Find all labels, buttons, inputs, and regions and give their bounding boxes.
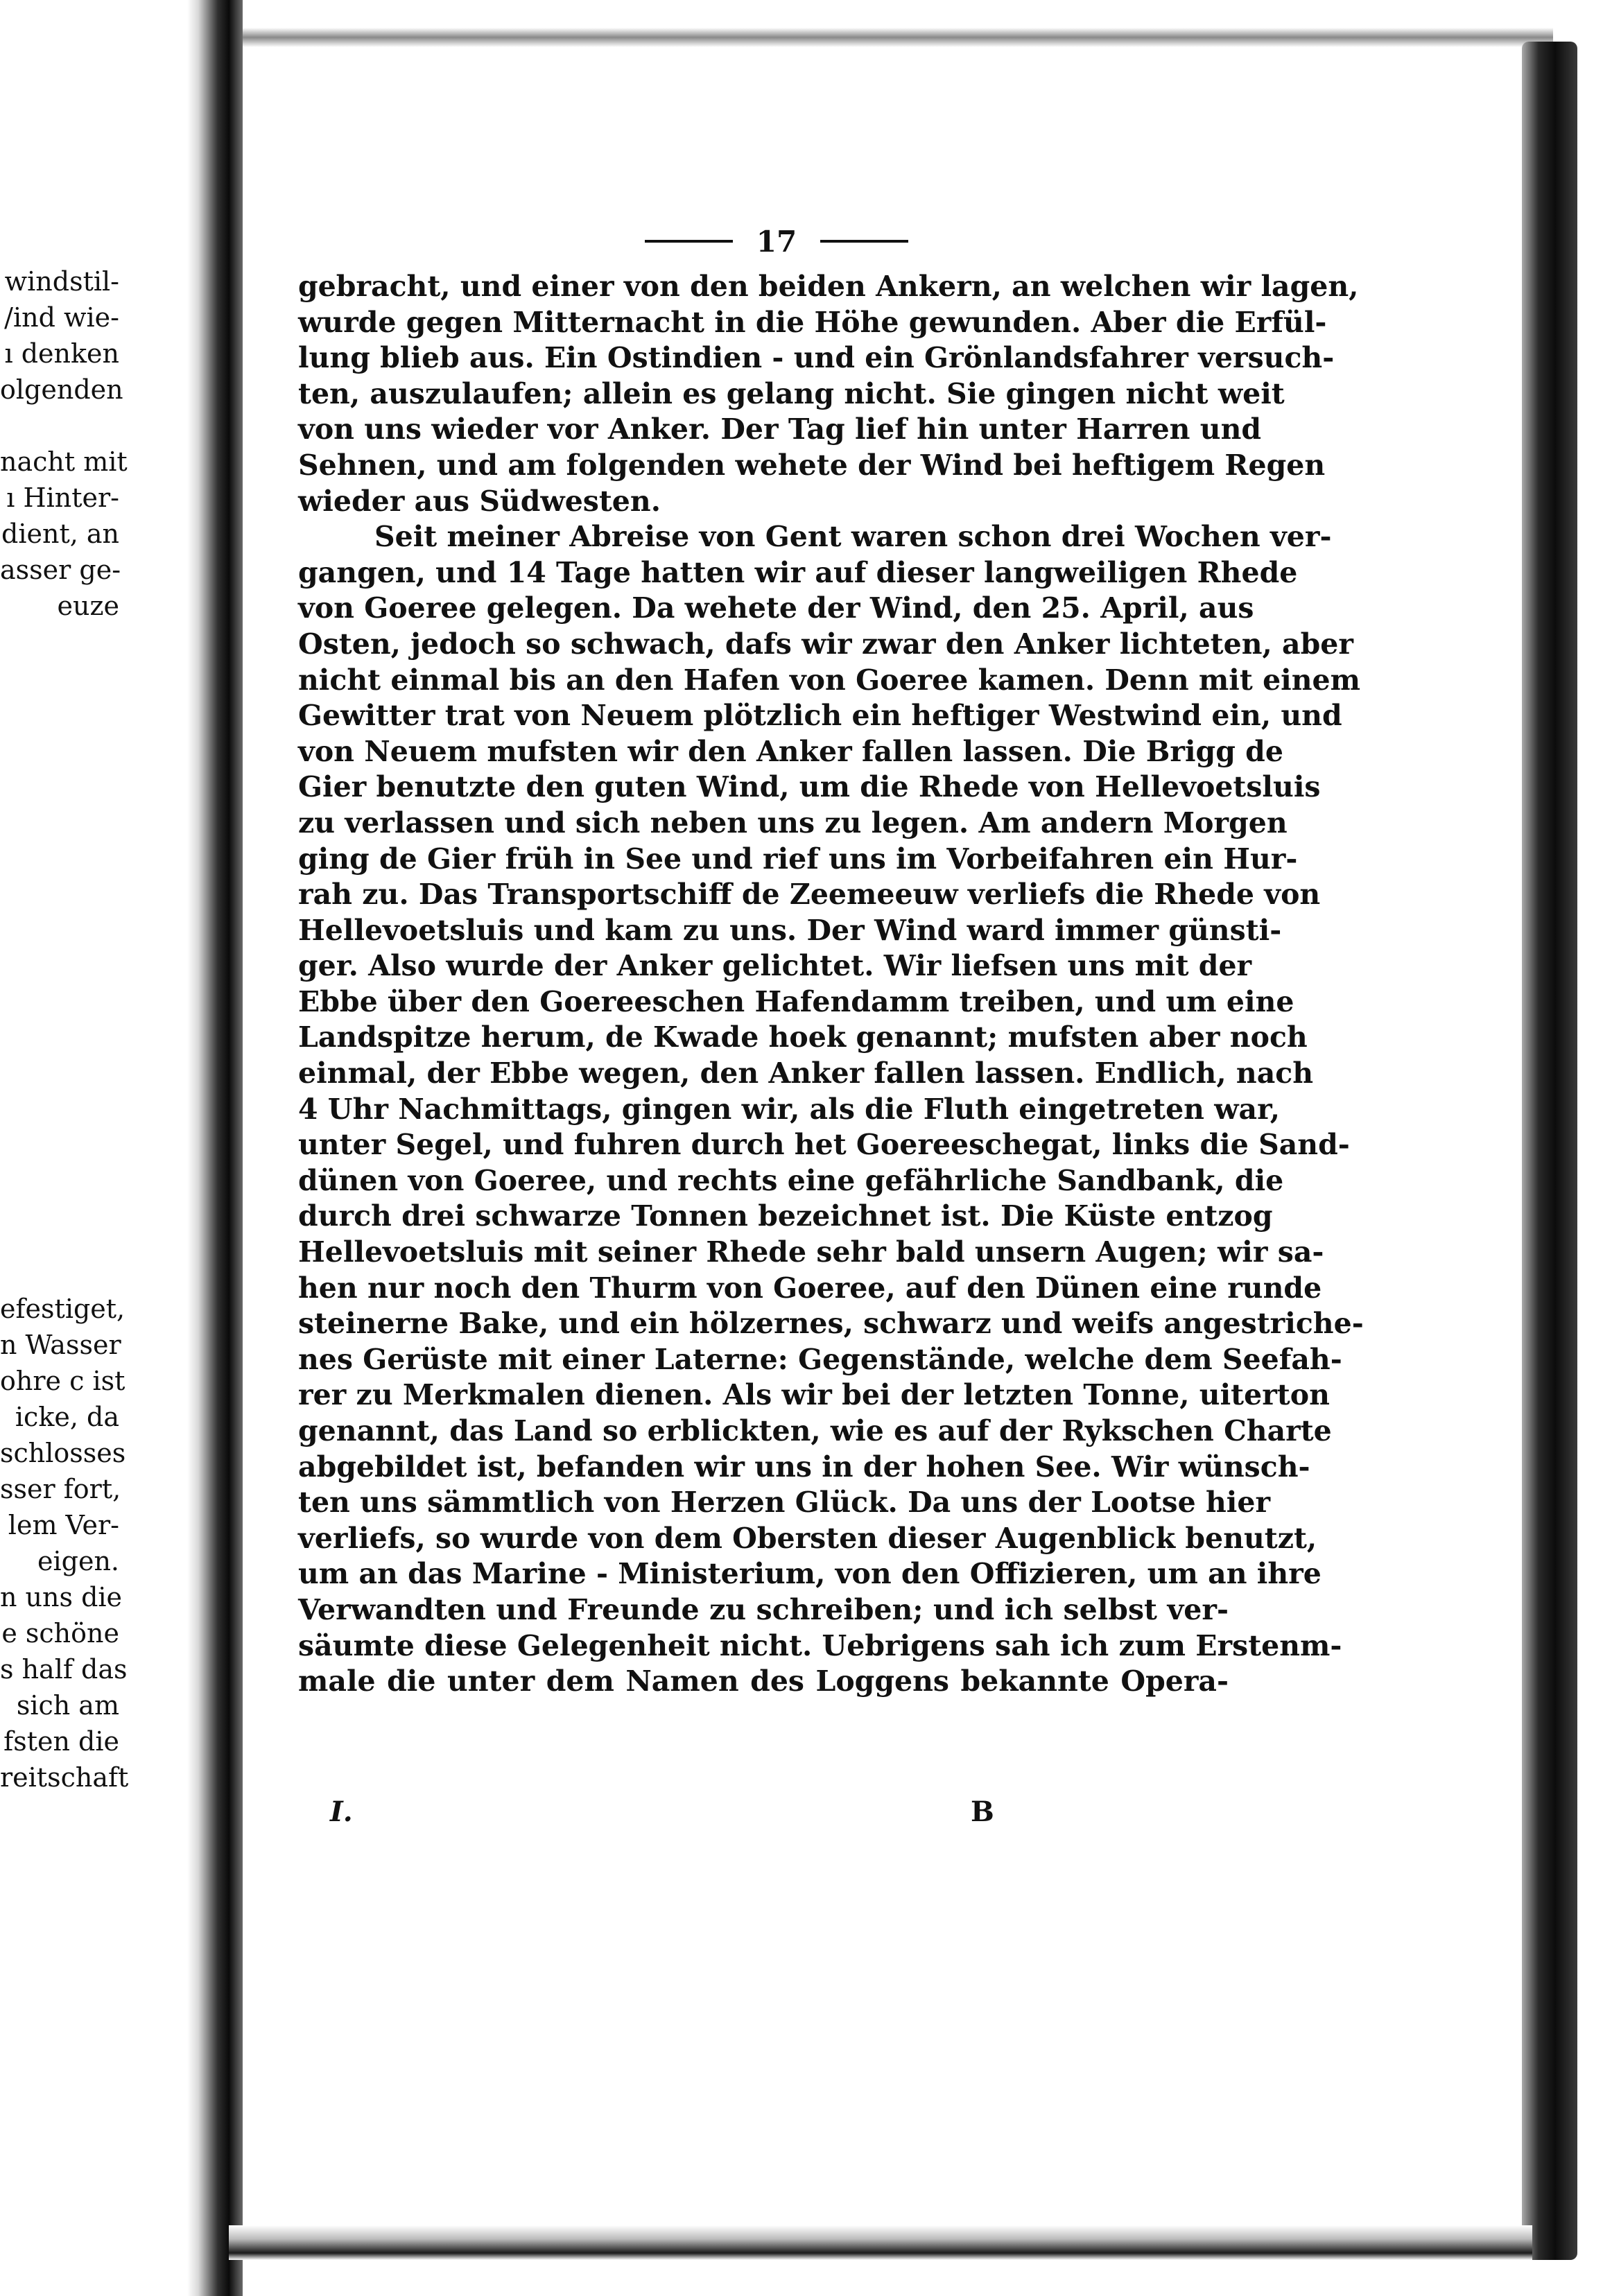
- left-line: sich am: [16, 1690, 119, 1721]
- gathering-mark: B: [971, 1795, 994, 1828]
- text-line: lung blieb aus. Ein Ostindien - und ein Grönlandsfahrer versuch-: [298, 341, 1335, 375]
- text-line: Hellevoetsluis mit seiner Rhede sehr bald unsern Augen; wir sa-: [298, 1235, 1324, 1269]
- text-line: rah zu. Das Transportschiff de Zeemeeuw verliefs die Rhede von: [298, 878, 1321, 912]
- text-line: säumte diese Gelegenheit nicht. Uebrigens sah ich zum Erstenm-: [298, 1628, 1342, 1662]
- text-line: Sehnen, und am folgenden wehete der Wind bei heftigem Regen: [298, 448, 1326, 482]
- text-line: ten uns sämmtlich von Herzen Glück. Da uns der Lootse hier: [298, 1486, 1271, 1520]
- left-line: schlosses: [0, 1438, 126, 1468]
- text-line: wurde gegen Mitternacht in die Höhe gewunden. Aber die Erfül-: [298, 305, 1327, 339]
- left-line: dient, an: [1, 519, 119, 549]
- text-line: durch drei schwarze Tonnen bezeichnet ist. Die Küste entzog: [298, 1199, 1273, 1233]
- left-line: e schöne: [1, 1618, 119, 1649]
- text-line: Hellevoetsluis und kam zu uns. Der Wind ward immer günsti-: [298, 913, 1282, 947]
- text-line: Gewitter trat von Neuem plötzlich ein heftiger Westwind ein, und: [298, 699, 1342, 733]
- text-line: einmal, der Ebbe wegen, den Anker fallen lassen. Endlich, nach: [298, 1056, 1314, 1090]
- left-line: fsten die: [3, 1726, 119, 1757]
- left-page-fragment: [0, 263, 128, 624]
- text-line: Gier benutzte den guten Wind, um die Rhede von Hellevoetsluis: [298, 770, 1321, 804]
- text-line: wieder aus Südwesten.: [298, 484, 661, 518]
- text-line: von Goeree gelegen. Da wehete der Wind, den 25. April, aus: [298, 591, 1254, 625]
- text-line: genannt, das Land so erblickten, wie es auf der Rykschen Charte: [298, 1414, 1332, 1447]
- left-line: euze: [57, 591, 119, 621]
- page-header: [645, 220, 908, 262]
- page-bottom-edge: [229, 2225, 1532, 2260]
- text-line: rer zu Merkmalen dienen. Als wir bei der letzten Tonne, uiterton: [298, 1378, 1330, 1412]
- header-rule-left: [645, 240, 733, 243]
- text-line: ger. Also wurde der Anker gelichtet. Wir liefsen uns mit der: [298, 949, 1252, 983]
- book-gutter: [187, 0, 243, 2296]
- left-line: eigen.: [37, 1546, 119, 1576]
- text-line: 4 Uhr Nachmittags, gingen wir, als die Fluth eingetreten war,: [298, 1092, 1281, 1126]
- text-line: nes Gerüste mit einer Laterne: Gegenstände, welche dem Seefah-: [298, 1342, 1342, 1376]
- left-line: nacht mit: [0, 446, 128, 477]
- left-line: /ind wie-: [4, 302, 119, 333]
- left-line: reitschaft: [0, 1762, 129, 1793]
- text-line: nicht einmal bis an den Hafen von Goeree kamen. Denn mit einem: [298, 663, 1361, 697]
- left-line: sser fort,: [0, 1474, 121, 1504]
- text-line: abgebildet ist, befanden wir uns in der hohen See. Wir wünsch-: [298, 1450, 1310, 1484]
- left-page-fragment-lower: [0, 1291, 129, 1795]
- body-text: [298, 269, 1364, 1700]
- left-line: n uns die: [0, 1582, 123, 1612]
- left-line: windstil-: [4, 266, 119, 297]
- header-rule-right: [820, 240, 908, 243]
- text-line: ging de Gier früh in See und rief uns im Vorbeifahren ein Hur-: [298, 842, 1298, 876]
- left-line: ı Hinter-: [6, 482, 119, 513]
- text-line: Verwandten und Freunde zu schreiben; und ich selbst ver-: [298, 1592, 1229, 1626]
- text-line: gebracht, und einer von den beiden Ankern, an welchen wir lagen,: [298, 270, 1359, 303]
- left-line: icke, da: [15, 1402, 119, 1432]
- left-line: efestiget,: [0, 1294, 125, 1324]
- left-line: ı denken: [4, 338, 119, 369]
- text-line: Seit meiner Abreise von Gent waren schon drei Wochen ver-: [374, 520, 1332, 554]
- left-line-blank: [0, 408, 119, 444]
- book-block-edge: [1522, 42, 1577, 2260]
- page-top-edge: [236, 28, 1553, 47]
- text-line: Landspitze herum, de Kwade hoek genannt; mufsten aber noch: [298, 1020, 1308, 1054]
- text-line: von uns wieder vor Anker. Der Tag lief hin unter Harren und: [298, 412, 1262, 446]
- text-line: male die unter dem Namen des Loggens bekannte Opera-: [298, 1664, 1229, 1698]
- text-line: um an das Marine - Ministerium, von den Offizieren, um an ihre: [298, 1557, 1322, 1591]
- left-line: n Wasser: [0, 1330, 121, 1360]
- text-line: dünen von Goeree, und rechts eine gefährliche Sandbank, die: [298, 1163, 1284, 1197]
- left-line: asser ge-: [0, 555, 121, 585]
- signature-mark: I.: [330, 1795, 353, 1828]
- text-line: zu verlassen und sich neben uns zu legen. Am andern Morgen: [298, 806, 1288, 840]
- text-line: steinerne Bake, und ein hölzernes, schwarz und weifs angestriche-: [298, 1307, 1364, 1341]
- left-line: olgenden: [0, 374, 123, 405]
- text-line: Ebbe über den Goereeschen Hafendamm treiben, und um eine: [298, 984, 1294, 1018]
- text-line: verliefs, so wurde von dem Obersten dieser Augenblick benutzt,: [298, 1521, 1317, 1555]
- text-line: von Neuem mufsten wir den Anker fallen lassen. Die Brigg de: [298, 734, 1283, 768]
- text-line: Osten, jedoch so schwach, dafs wir zwar den Anker lichteten, aber: [298, 627, 1353, 661]
- text-line: hen nur noch den Thurm von Goeree, auf den Dünen eine runde: [298, 1271, 1322, 1305]
- page-number: 17: [756, 224, 797, 259]
- left-line: lem Ver-: [8, 1510, 119, 1540]
- text-line: gangen, und 14 Tage hatten wir auf dieser langweiligen Rhede: [298, 555, 1298, 589]
- text-line: ten, auszulaufen; allein es gelang nicht. Sie gingen nicht weit: [298, 376, 1285, 410]
- left-line: s half das: [0, 1654, 128, 1685]
- left-line: ohre c ist: [0, 1366, 125, 1396]
- text-line: unter Segel, und fuhren durch het Goereeschegat, links die Sand-: [298, 1128, 1350, 1162]
